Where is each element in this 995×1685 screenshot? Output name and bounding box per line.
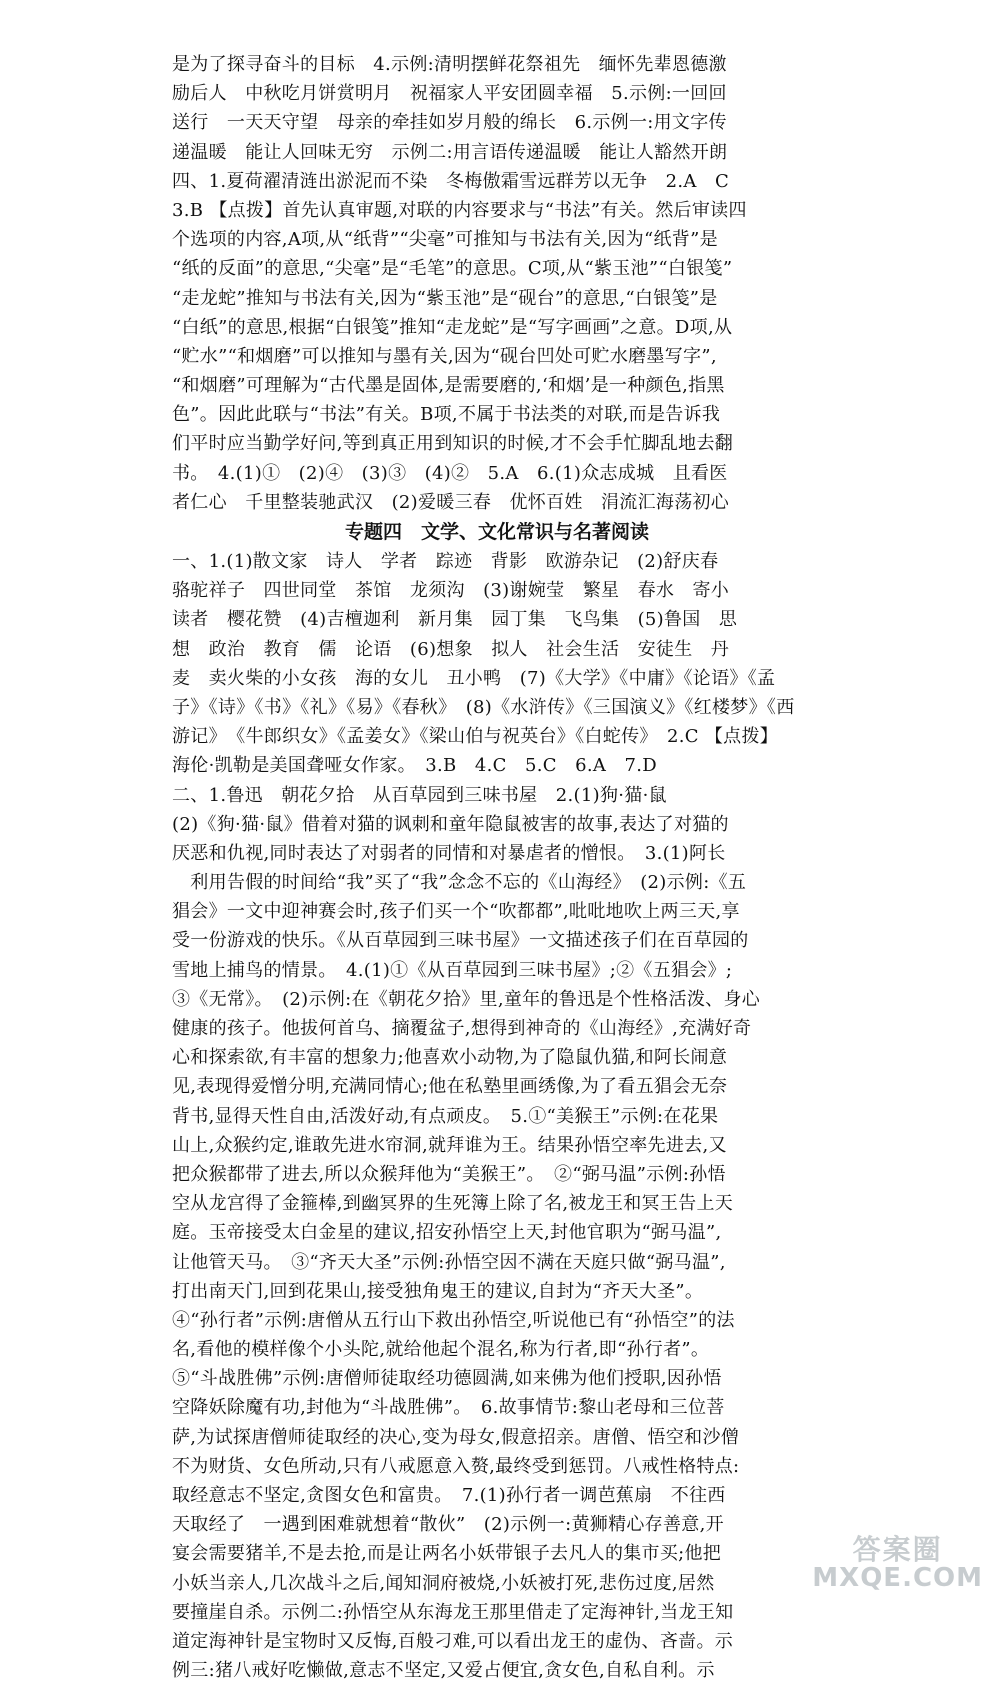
text-line: 心和探索欲,有丰富的想象力;他喜欢小动物,为了隐鼠仇猫,和阿长闹意	[172, 1047, 728, 1069]
text-line: 个选项的内容,A项,从“纸背”“尖毫”可推知与书法有关,因为“纸背”是	[172, 229, 718, 251]
text-line: 者仁心 千里整装驰武汉 (2)爱暖三春 优怀百姓 涓流汇海荡初心	[172, 491, 730, 513]
text-line: 山上,众猴约定,谁敢先进水帘洞,就拜谁为王。结果孙悟空率先进去,又	[172, 1134, 727, 1156]
text-line: 见,表现得爱憎分明,充满同情心;他在私塾里画绣像,为了看五猖会无奈	[172, 1076, 728, 1098]
text-line: “走龙蛇”推知与书法有关,因为“紫玉池”是“砚台”的意思,“白银笺”是	[172, 287, 718, 309]
text-line: 送行 一天天守望 母亲的牵挂如岁月般的绵长 6.示例一:用文字传	[172, 112, 727, 134]
text-line: 想 政治 教育 儒 论语 (6)想象 拟人 社会生活 安徒生 丹	[172, 638, 730, 660]
text-line: 空降妖除魔有功,封他为“斗战胜佛”。 6.故事情节:黎山老母和三位菩	[172, 1397, 725, 1419]
watermark-logo	[812, 1535, 983, 1592]
text-line: “贮水”“和烟磨”可以推知与墨有关,因为“砚台凹处可贮水磨墨写字”,	[172, 345, 717, 367]
text-line: 递温暖 能让人回味无穷 示例二:用言语传递温暖 能让人豁然开朗	[172, 141, 728, 163]
text-line: 二、1.鲁迅 朝花夕拾 从百草园到三味书屋 2.(1)狗·猫·鼠	[172, 784, 667, 806]
text-line: 厌恶和仇视,同时表达了对弱者的同情和对暴虐者的憎恨。 3.(1)阿长	[172, 842, 726, 864]
text-line: 雪地上捕鸟的情景。 4.(1)①《从百草园到三味书屋》;②《五猖会》;	[172, 959, 733, 981]
text-line: ④“孙行者”示例:唐僧从五行山下救出孙悟空,听说他已有“孙悟空”的法	[172, 1309, 735, 1331]
text-line: 例三:猪八戒好吃懒做,意志不坚定,又爱占便宜,贪女色,自私自利。示	[172, 1660, 715, 1682]
text-line: 书。 4.(1)① (2)④ (3)③ (4)② 5.A 6.(1)众志成城 且看医	[172, 462, 728, 484]
watermark-bottom-text: MXQE.COM	[812, 1562, 983, 1593]
answer-text-part1	[172, 50, 822, 517]
text-line: 小妖当亲人,几次战斗之后,闻知洞府被烧,小妖被打死,悲伤过度,居然	[172, 1572, 715, 1594]
text-line: 不为财货、女色所动,只有八戒愿意入赘,最终受到惩罚。八戒性格特点:	[172, 1455, 740, 1477]
text-line: 宴会需要猪羊,不是去抢,而是让两名小妖带银子去凡人的集市买;他把	[172, 1543, 722, 1565]
text-line: 取经意志不坚定,贪图女色和富贵。 7.(1)孙行者一调芭蕉扇 不往西	[172, 1485, 726, 1506]
text-line: 色”。因此此联与“书法”有关。B项,不属于书法类的对联,而是告诉我	[172, 404, 721, 426]
text-line: 名,看他的模样像个小头陀,就给他起个混名,称为行者,即“孙行者”。	[172, 1339, 710, 1361]
text-line: “纸的反面”的意思,“尖毫”是“毛笔”的意思。C项,从“紫玉池”“白银笺”	[172, 258, 733, 280]
text-line: 励后人 中秋吃月饼赏明月 祝福家人平安团圆幸福 5.示例:一回回	[172, 83, 727, 105]
text-line: 萨,为试探唐僧师徒取经的决心,变为母女,假意招亲。唐僧、悟空和沙僧	[172, 1426, 740, 1448]
text-line: 受一份游戏的快乐。《从百草园到三味书屋》一文描述孩子们在百草园的	[172, 930, 749, 952]
text-line: 3.B 【点拨】首先认真审题,对联的内容要求与“书法”有关。然后审读四	[172, 199, 747, 221]
text-line: 们平时应当勤学好问,等到真正用到知识的时候,才不会手忙脚乱地去翻	[172, 433, 734, 455]
document-page	[172, 50, 822, 1685]
text-line: 海伦·凯勒是美国聋哑女作家。 3.B 4.C 5.C 6.A 7.D	[172, 755, 657, 777]
text-line: 打出南天门,回到花果山,接受独角鬼王的建议,自封为“齐天大圣”。	[172, 1280, 704, 1302]
text-line: 让他管天马。 ③“齐天大圣”示例:孙悟空因不满在天庭只做“弼马温”,	[172, 1251, 726, 1273]
text-line: 四、1.夏荷濯清涟出淤泥而不染 冬梅傲霜雪远群芳以无争 2.A C	[172, 170, 730, 192]
answer-text-part2	[172, 547, 822, 1685]
text-line: 天取经了 一遇到困难就想着“散伙” (2)示例一:黄狮精心存善意,开	[172, 1514, 724, 1536]
text-line: 骆驼祥子 四世同堂 茶馆 龙须沟 (3)谢婉莹 繁星 春水 寄小	[172, 580, 730, 602]
text-line: “白纸”的意思,根据“白银笺”推知“走龙蛇”是“写字画画”之意。D项,从	[172, 316, 733, 338]
text-line: 健康的孩子。他拔何首乌、摘覆盆子,想得到神奇的《山海经》,充满好奇	[172, 1018, 752, 1039]
text-line: 庭。玉帝接受太白金星的建议,招安孙悟空上天,封他官职为“弼马温”,	[172, 1222, 722, 1244]
text-line: ③《无常》。 (2)示例:在《朝花夕拾》里,童年的鲁迅是个性格活泼、身心	[172, 988, 761, 1010]
text-line: 背书,显得天性自由,活泼好动,有点顽皮。 5.①“美猴王”示例:在花果	[172, 1105, 719, 1127]
text-line: 空从龙宫得了金箍棒,到幽冥界的生死簿上除了名,被龙王和冥王告上天	[172, 1193, 734, 1215]
text-line: 利用告假的时间给“我”买了“我”念念不忘的《山海经》 (2)示例:《五	[172, 872, 747, 894]
text-line: 要撞崖自杀。示例二:孙悟空从东海龙王那里借走了定海神针,当龙王知	[172, 1601, 734, 1623]
watermark-top-text: 答案圈	[852, 1533, 943, 1567]
text-line: (2)《狗·猫·鼠》借着对猫的讽刺和童年隐鼠被害的故事,表达了对猫的	[172, 813, 729, 835]
text-line: “和烟磨”可理解为“古代墨是固体,是需要磨的,‘和烟’是一种颜色,指黑	[172, 375, 725, 397]
text-line: 猖会》一文中迎神赛会时,孩子们买一个“吹都都”,吡吡地吹上两三天,享	[172, 901, 740, 923]
section-title: 专题四 文学、文化常识与名著阅读	[344, 521, 649, 543]
text-line: 麦 卖火柴的小女孩 海的女儿 丑小鸭 (7)《大学》《中庸》《论语》《孟	[172, 667, 776, 689]
text-line: 是为了探寻奋斗的目标 4.示例:清明摆鲜花祭祖先 缅怀先辈恩德激	[172, 54, 727, 75]
text-line: 道定海神针是宝物时又反悔,百般刁难,可以看出龙王的虚伪、吝啬。示	[172, 1630, 734, 1652]
text-line: 游记》 《牛郎织女》《孟姜女》《梁山伯与祝英台》《白蛇传》 2.C 【点拨】	[172, 726, 779, 748]
text-line: 把众猴都带了进去,所以众猴拜他为“美猴王”。 ②“弼马温”示例:孙悟	[172, 1163, 726, 1185]
text-line: 读者 樱花赞 (4)吉檀迦利 新月集 园丁集 飞鸟集 (5)鲁国 思	[172, 609, 738, 631]
text-line: 一、1.(1)散文家 诗人 学者 踪迹 背影 欧游杂记 (2)舒庆春	[172, 551, 719, 572]
text-line: 子》《诗》《书》《礼》《易》《春秋》 (8)《水浒传》《三国演义》《红楼梦》《西	[172, 696, 795, 718]
text-line: ⑤“斗战胜佛”示例:唐僧师徒取经功德圆满,如来佛为他们授职,因孙悟	[172, 1368, 722, 1390]
